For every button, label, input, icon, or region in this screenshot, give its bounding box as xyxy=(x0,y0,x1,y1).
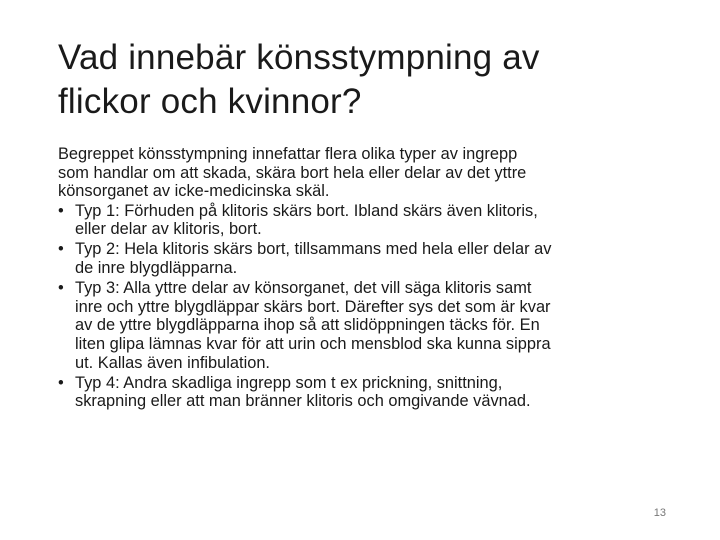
bullet-line: Typ 3: Alla yttre delar av könsorganet, det vill säga klitoris samt xyxy=(75,279,532,298)
slide-title-line: Vad innebär könsstympning av xyxy=(58,38,540,77)
bullet-line: Typ 4: Andra skadliga ingrepp som t ex prickning, snittning, xyxy=(75,373,503,392)
bullet-line: liten glipa lämnas kvar för att urin och mensblod ska kunna sippra xyxy=(75,334,551,353)
bullet-line: av de yttre blygdläpparna ihop så att slidöppningen täcks för. En xyxy=(75,316,540,335)
bullet-line: eller delar av klitoris, bort. xyxy=(75,220,262,239)
intro-paragraph xyxy=(58,145,678,201)
bullet-item-type-4 xyxy=(58,374,678,411)
slide-title-line: flickor och kvinnor? xyxy=(58,82,362,121)
bullet-item-type-3 xyxy=(58,279,678,372)
page-number: 13 xyxy=(653,507,666,519)
intro-line: som handlar om att skada, skära bort hela eller delar av det yttre xyxy=(58,163,527,182)
bullet-line: skrapning eller att man bränner klitoris och omgivande vävnad. xyxy=(75,392,531,411)
bullet-line: de inre blygdläpparna. xyxy=(75,259,238,278)
intro-line: Begreppet könsstympning innefattar flera olika typer av ingrepp xyxy=(58,145,518,163)
bullet-icon: • xyxy=(58,201,64,220)
bullet-line: inre och yttre blygdläppar skärs bort. Därefter sys det som är kvar xyxy=(75,297,551,316)
bullet-icon: • xyxy=(58,279,64,298)
bullet-icon: • xyxy=(58,240,64,259)
bullet-line: Typ 1: Förhuden på klitoris skärs bort. Ibland skärs även klitoris, xyxy=(75,201,538,220)
slide-body xyxy=(58,145,678,412)
bullet-icon: • xyxy=(58,373,64,392)
bullet-line: Typ 2: Hela klitoris skärs bort, tillsammans med hela eller delar av xyxy=(75,240,552,259)
bullet-line: ut. Kallas även infibulation. xyxy=(75,353,270,372)
intro-line: könsorganet av icke-medicinska skäl. xyxy=(58,182,330,201)
slide-title xyxy=(58,36,678,124)
bullet-list xyxy=(58,202,678,411)
bullet-item-type-2 xyxy=(58,240,678,277)
bullet-item-type-1 xyxy=(58,202,678,239)
